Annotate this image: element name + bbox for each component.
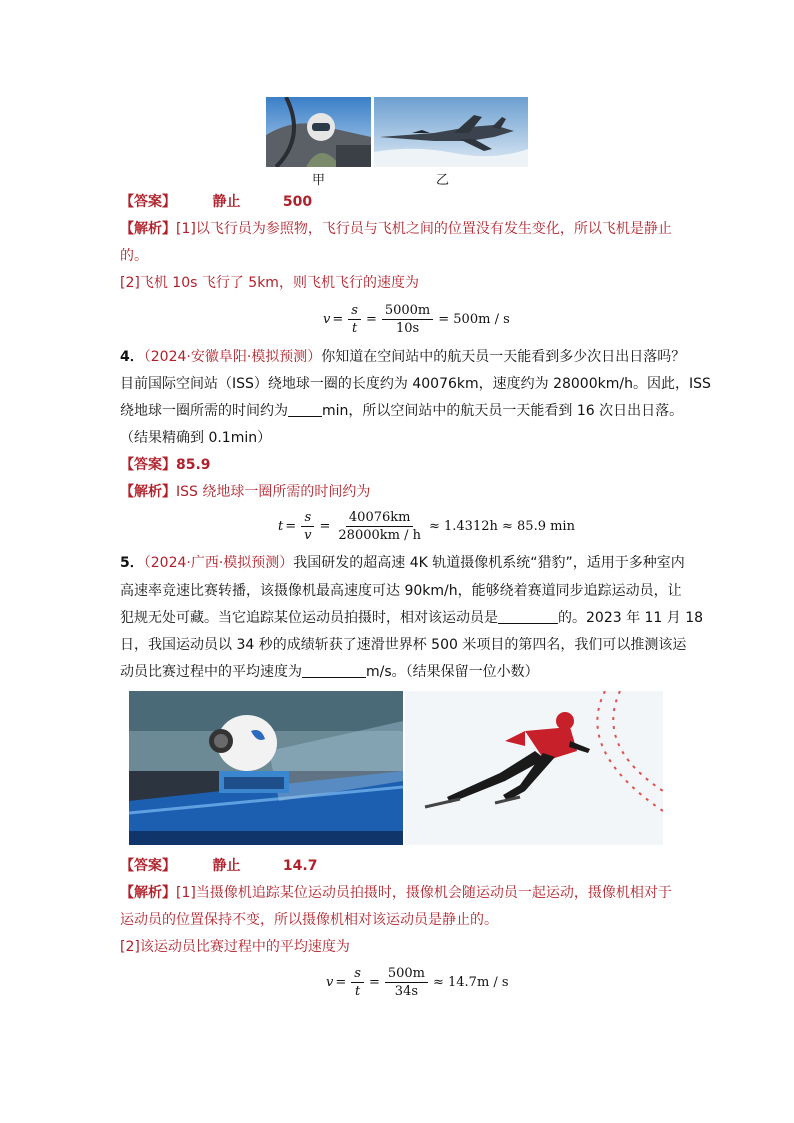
q3-answer-line <box>120 192 312 212</box>
formula-equals: = <box>319 519 331 534</box>
answer-value: 500 <box>282 194 313 210</box>
q5-question-line <box>120 662 539 682</box>
rail-camera-illustration <box>129 691 403 845</box>
q4-question-line: 目前国际空间站（ISS）绕地球一圈的长度约为 40076km，速度约为 28000km/h。因此，ISS <box>120 376 711 392</box>
fighter-jet-photo <box>374 97 528 167</box>
answer-value: 静止 <box>212 194 241 210</box>
analysis-text: ISS 绕地球一圈所需的时间约为 <box>176 484 371 500</box>
pilot-cockpit-illustration <box>266 97 371 167</box>
question-text: m/s。（结果保留一位小数） <box>366 664 539 680</box>
formula-variable: t <box>278 519 284 534</box>
formula-fraction <box>351 966 364 999</box>
fraction-denominator: 34s <box>394 984 419 999</box>
q5-velocity-formula <box>326 966 509 999</box>
answer-tag: 【答案】 <box>120 457 176 473</box>
question-text: 你知道在空间站中的航天员一天能看到多少次日出日落吗？ <box>321 349 686 365</box>
speed-skater-photo <box>405 691 663 845</box>
question-text: 绕地球一圈所需的时间约为 <box>120 403 288 419</box>
answer-tag: 【答案】 <box>120 194 176 210</box>
answer-blank <box>498 609 558 624</box>
answer-blank <box>302 663 366 678</box>
answer-value: 14.7 <box>282 858 318 874</box>
q3-velocity-formula <box>323 303 510 336</box>
fraction-numerator: s <box>351 966 364 983</box>
pilot-cockpit-photo <box>266 97 371 167</box>
q4-question-line <box>120 347 685 367</box>
question-text: 动员比赛过程中的平均速度为 <box>120 664 302 680</box>
q4-time-formula <box>278 510 575 543</box>
image-caption-yi: 乙 <box>436 173 450 188</box>
q3-analysis-line: 的。 <box>120 248 148 264</box>
fraction-denominator: 10s <box>395 321 420 336</box>
answer-blank <box>288 402 322 417</box>
fraction-numerator: s <box>301 510 314 527</box>
image-caption-jia: 甲 <box>312 173 326 188</box>
speed-skater-illustration <box>405 691 663 845</box>
fraction-numerator: 40076km <box>346 510 414 527</box>
q3-analysis-line: [2]飞机 10s 飞行了 5km，则飞机飞行的速度为 <box>120 275 419 291</box>
question-source: （2024·广西·模拟预测） <box>143 555 294 571</box>
formula-equals: = <box>335 975 347 990</box>
fraction-numerator: s <box>348 303 361 320</box>
formula-fraction <box>301 510 314 543</box>
q5-analysis-line: 运动员的位置保持不变，所以摄像机相对该运动员是静止的。 <box>120 912 498 928</box>
q5-analysis-line: [2]该运动员比赛过程中的平均速度为 <box>120 939 350 955</box>
fraction-denominator: v <box>304 528 312 543</box>
formula-result: = 500m / s <box>438 312 510 327</box>
q4-question-line: （结果精确到 0.1min） <box>120 430 272 446</box>
q5-question-line <box>120 608 703 628</box>
fraction-denominator: t <box>354 984 361 999</box>
analysis-tag: 【解析】 <box>120 221 176 237</box>
q5-question-line <box>120 553 685 573</box>
formula-result: ≈ 14.7m / s <box>432 975 509 990</box>
answer-value: 85.9 <box>176 457 211 473</box>
formula-result: ≈ 1.4312h ≈ 85.9 min <box>428 519 575 534</box>
formula-fraction <box>382 303 433 336</box>
formula-variable: v <box>323 312 331 327</box>
q3-analysis-line <box>120 219 672 239</box>
question-text: 我国研发的超高速 4K 轨道摄像机系统“猎豹”，适用于多种室内 <box>293 555 685 571</box>
formula-fraction <box>385 966 428 999</box>
analysis-tag: 【解析】 <box>120 885 176 901</box>
fighter-jet-illustration <box>374 97 528 167</box>
fraction-numerator: 500m <box>385 966 428 983</box>
q5-analysis-line <box>120 883 672 903</box>
formula-fraction <box>335 510 424 543</box>
question-text: 的。2023 年 11 月 18 <box>558 610 704 626</box>
formula-variable: v <box>326 975 334 990</box>
q4-answer-line <box>120 455 211 475</box>
rail-camera-photo <box>129 691 403 845</box>
q5-answer-line <box>120 856 317 876</box>
answer-value: 静止 <box>212 858 241 874</box>
question-text: 犯规无处可藏。当它追踪某位运动员拍摄时，相对该运动员是 <box>120 610 498 626</box>
formula-equals: = <box>368 975 380 990</box>
fraction-denominator: t <box>351 321 358 336</box>
fraction-numerator: 5000m <box>382 303 433 320</box>
q4-analysis-line <box>120 482 370 502</box>
formula-equals: = <box>332 312 344 327</box>
q4-question-line <box>120 401 683 421</box>
answer-tag: 【答案】 <box>120 858 176 874</box>
question-number: 5． <box>120 555 144 571</box>
formula-fraction <box>348 303 361 336</box>
q5-question-line: 日，我国运动员以 34 秒的成绩斩获了速滑世界杯 500 米项目的第四名，我们可以推测该运 <box>120 637 687 653</box>
question-text: min，所以空间站中的航天员一天能看到 16 次日出日落。 <box>322 403 684 419</box>
q5-question-line: 高速率竞速比赛转播，该摄像机最高速度可达 90km/h，能够绕着赛道同步追踪运动员，让 <box>120 583 682 599</box>
analysis-text: [1]以飞行员为参照物，飞行员与飞机之间的位置没有发生变化，所以飞机是静止 <box>176 221 672 237</box>
formula-equals: = <box>365 312 377 327</box>
analysis-tag: 【解析】 <box>120 484 176 500</box>
formula-equals: = <box>285 519 297 534</box>
fraction-denominator: 28000km / h <box>338 528 421 543</box>
question-number: 4． <box>120 349 144 365</box>
question-source: （2024·安徽阜阳·模拟预测） <box>143 349 322 365</box>
analysis-text: [1]当摄像机追踪某位运动员拍摄时，摄像机会随运动员一起运动，摄像机相对于 <box>176 885 672 901</box>
